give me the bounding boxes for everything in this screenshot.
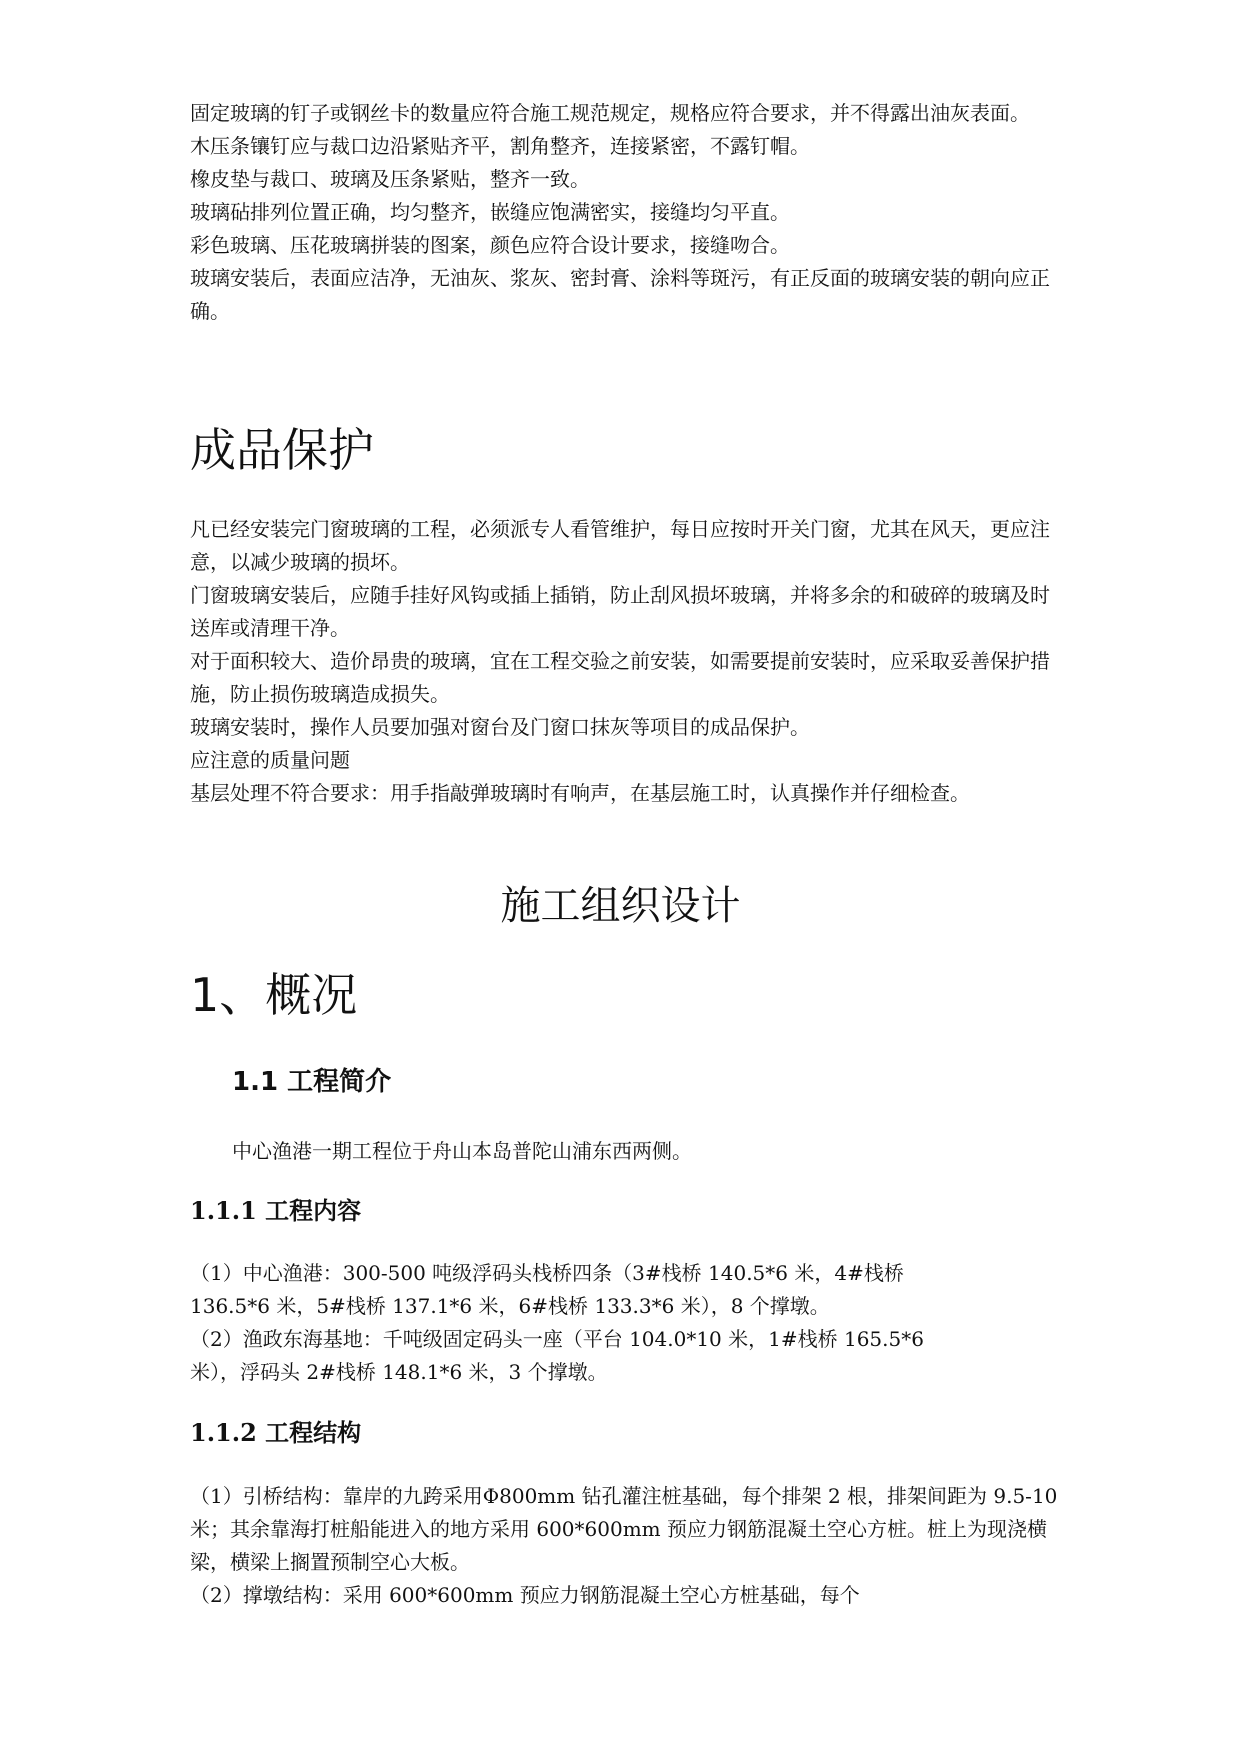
paragraph: 玻璃安装时，操作人员要加强对窗台及门窗口抹灰等项目的成品保护。: [190, 715, 810, 739]
paragraph: 玻璃安装后，表面应洁净，无油灰、浆灰、密封膏、涂料等斑污，有正反面的玻璃安装的朝向应正确。: [190, 266, 1050, 323]
subsection-heading-project-structure: 1.1.2 工程结构: [190, 1418, 362, 1447]
paragraph: 凡已经安装完门窗玻璃的工程，必须派专人看管维护，每日应按时开关门窗，尤其在风天，更应注意，以减少玻璃的损坏。: [190, 517, 1050, 574]
paragraph: 对于面积较大、造价昂贵的玻璃，宜在工程交验之前安装，如需要提前安装时，应采取妥善保护措施，防止损伤玻璃造成损失。: [190, 649, 1050, 706]
paragraph: 固定玻璃的钉子或钢丝卡的数量应符合施工规范规定，规格应符合要求，并不得露出油灰表面。: [190, 101, 1030, 125]
paragraph: 玻璃砧排列位置正确，均匀整齐，嵌缝应饱满密实，接缝均匀平直。: [190, 200, 790, 224]
paragraph: 米），浮码头 2#栈桥 148.1*6 米，3 个撑墩。: [190, 1360, 608, 1384]
paragraph: 橡皮垫与裁口、玻璃及压条紧贴，整齐一致。: [190, 167, 590, 191]
project-intro-paragraph: [190, 1135, 1102, 1168]
paragraph: 基层处理不符合要求：用手指敲弹玻璃时有响声，在基层施工时，认真操作并仔细检查。: [190, 781, 970, 805]
section-heading-product-protection: 成品保护: [190, 423, 374, 477]
chapter-heading-overview: 1、概况: [190, 968, 358, 1022]
paragraph: （2）渔政东海基地：千吨级固定码头一座（平台 104.0*10 米，1#栈桥 165.5*6: [190, 1327, 924, 1351]
paragraph: （1）引桥结构：靠岸的九跨采用Φ800mm 钻孔灌注桩基础，每个排架 2 根，排架间距为 9.5-10 米；其余靠海打桩船能进入的地方采用 600*600mm 预应力钢筋混凝土空心方桩。桩上为现浇横梁，横梁上搁置预制空心大板。: [190, 1484, 1058, 1574]
subsection-heading-project-intro: 1.1 工程简介: [232, 1067, 392, 1097]
product-protection-paragraphs: [190, 513, 1060, 810]
paragraph: 门窗玻璃安装后，应随手挂好风钩或插上插销，防止刮风损坏玻璃，并将多余的和破碎的玻璃及时送库或清理干净。: [190, 583, 1050, 640]
paragraph: 木压条镶钉应与裁口边沿紧贴齐平，割角整齐，连接紧密，不露钉帽。: [190, 134, 810, 158]
glass-quality-paragraphs: [190, 97, 1060, 328]
paragraph: （1）中心渔港：300-500 吨级浮码头栈桥四条（3#栈桥 140.5*6 米，4#栈桥: [190, 1261, 904, 1285]
paragraph: 应注意的质量问题: [190, 748, 350, 772]
project-content-paragraphs: [190, 1257, 1060, 1389]
paragraph: 彩色玻璃、压花玻璃拼装的图案，颜色应符合设计要求，接缝吻合。: [190, 233, 790, 257]
project-structure-paragraphs: [190, 1480, 1060, 1612]
subsection-heading-project-content: 1.1.1 工程内容: [190, 1196, 362, 1225]
paragraph: （2）撑墩结构：采用 600*600mm 预应力钢筋混凝土空心方桩基础，每个: [190, 1583, 860, 1607]
main-title: 施工组织设计: [500, 883, 741, 929]
paragraph: 中心渔港一期工程位于舟山本岛普陀山浦东西两侧。: [232, 1139, 692, 1163]
paragraph: 136.5*6 米，5#栈桥 137.1*6 米，6#栈桥 133.3*6 米），8 个撑墩。: [190, 1294, 830, 1318]
